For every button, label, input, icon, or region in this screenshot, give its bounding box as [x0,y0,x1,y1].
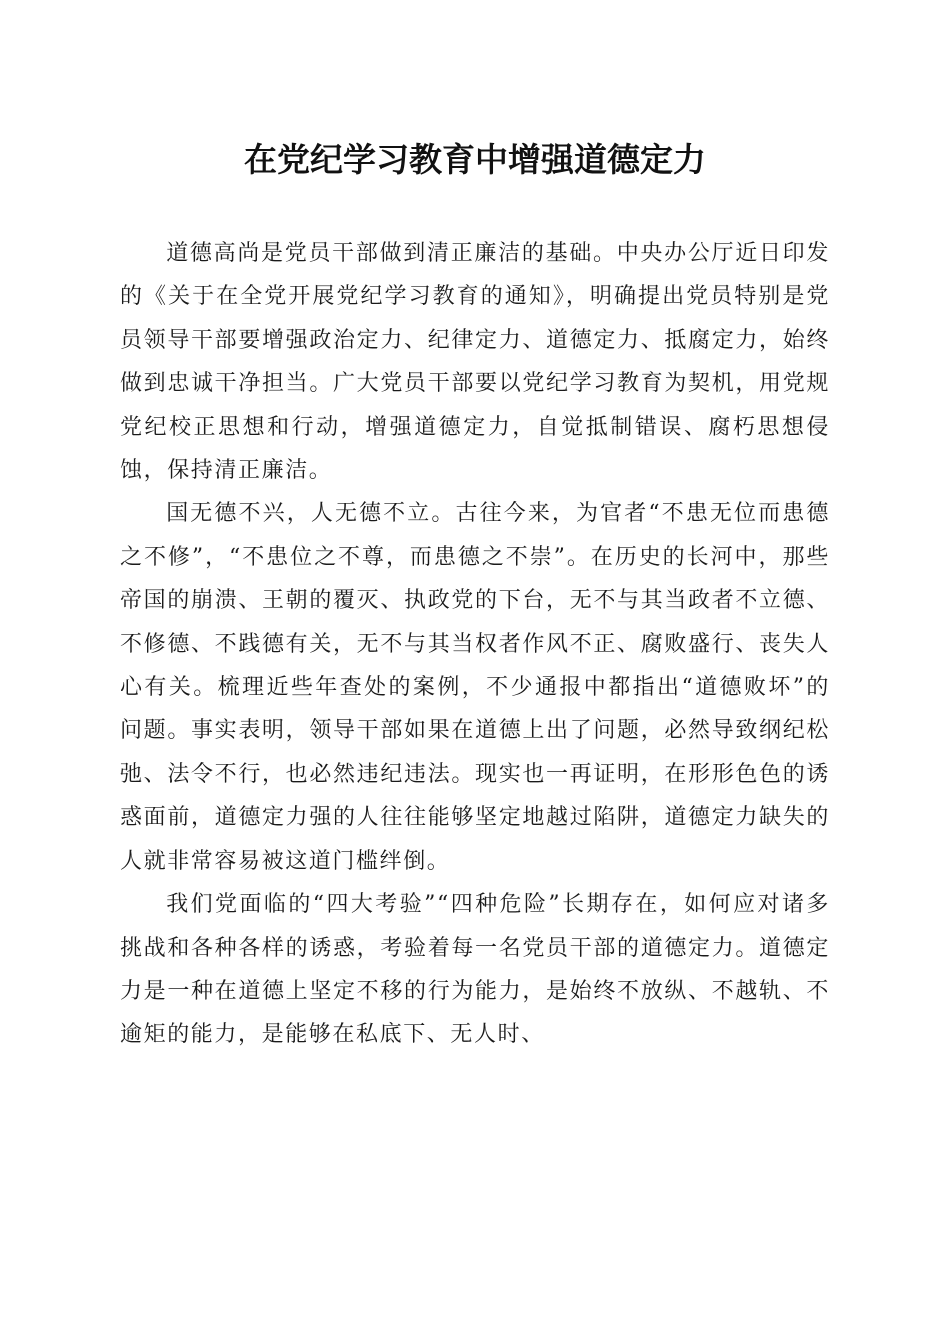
document-title: 在党纪学习教育中增强道德定力 [244,140,706,179]
paragraph-3: 我们党面临的“四大考验”“四种危险”长期存在，如何应对诸多挑战和各种各样的诱惑，考验着每一名党员干部的道德定力。道德定力是一种在道德上坚定不移的行为能力，是始终不放纵、不越轨、不逾矩的能力，是能够在私底下、无人时、 [120,892,830,1048]
paragraph-1: 道德高尚是党员干部做到清正廉洁的基础。中央办公厅近日印发的《关于在全党开展党纪学习教育的通知》，明确提出党员特别是党员领导干部要增强政治定力、纪律定力、道德定力、抵腐定力，始终做到忠诚干净担当。广大党员干部要以党纪学习教育为契机，用党规党纪校正思想和行动，增强道德定力，自觉抵制错误、腐朽思想侵蚀，保持清正廉洁。 [120,241,830,484]
document-body [120,232,830,1057]
paragraph-2: 国无德不兴，人无德不立。古往今来，为官者“不患无位而患德之不修”，“不患位之不尊，而患德之不崇”。在历史的长河中，那些帝国的崩溃、王朝的覆灭、执政党的下台，无不与其当政者不立德、不修德、不践德有关，无不与其当权者作风不正、腐败盛行、丧失人心有关。梳理近些年查处的案例，不少通报中都指出“道德败坏”的问题。事实表明，领导干部如果在道德上出了问题，必然导致纲纪松弛、法令不行，也必然违纪违法。现实也一再证明，在形形色色的诱惑面前，道德定力强的人往往能够坚定地越过陷阱，道德定力缺失的人就非常容易被这道门槛绊倒。 [120,501,830,874]
